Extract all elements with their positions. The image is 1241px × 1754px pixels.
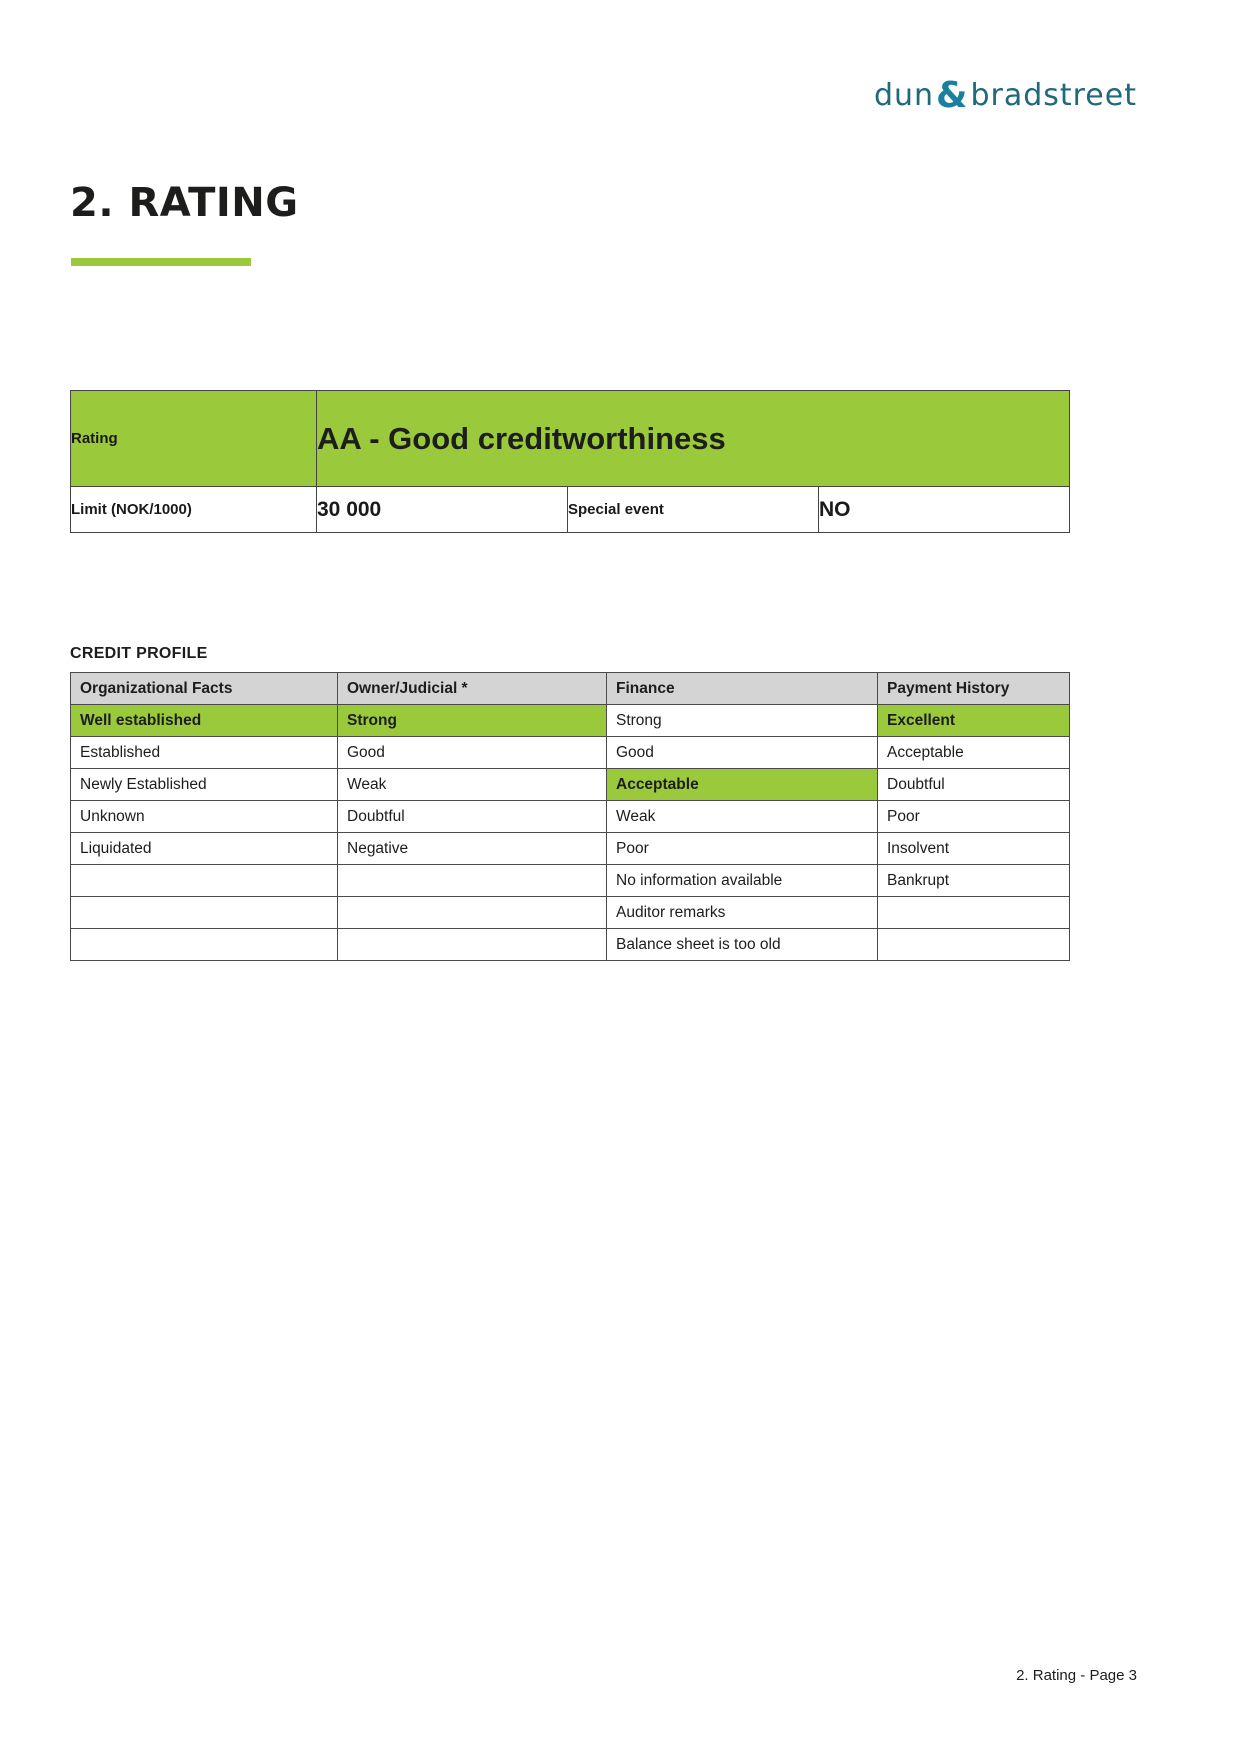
limit-label-cell: Limit (NOK/1000) — [71, 487, 317, 533]
table-row — [71, 865, 1070, 897]
logo-ampersand-icon: & — [936, 75, 969, 116]
logo-text-dun: dun — [873, 78, 935, 113]
page-title: 2. RATING — [70, 180, 299, 226]
table-cell: Liquidated — [71, 833, 338, 865]
limit-value-cell: 30 000 — [317, 487, 568, 533]
table-cell: Auditor remarks — [607, 897, 878, 929]
table-row — [71, 705, 1070, 737]
table-cell: Well established — [71, 705, 338, 737]
table-cell: Doubtful — [878, 769, 1070, 801]
table-cell: Insolvent — [878, 833, 1070, 865]
table-cell: Excellent — [878, 705, 1070, 737]
rating-value-cell: AA - Good creditworthiness — [317, 391, 1070, 487]
table-cell: Poor — [607, 833, 878, 865]
table-row — [71, 897, 1070, 929]
table-cell: Good — [338, 737, 607, 769]
table-row — [71, 391, 1070, 487]
table-cell-empty — [71, 865, 338, 897]
table-row — [71, 929, 1070, 961]
table-cell: Weak — [338, 769, 607, 801]
table-cell-empty — [878, 929, 1070, 961]
column-header-finance: Finance — [607, 673, 878, 705]
table-cell: Doubtful — [338, 801, 607, 833]
table-cell-empty — [338, 865, 607, 897]
table-cell: Strong — [338, 705, 607, 737]
table-cell: Established — [71, 737, 338, 769]
table-cell: Weak — [607, 801, 878, 833]
table-cell-empty — [71, 929, 338, 961]
table-cell-empty — [338, 929, 607, 961]
table-row — [71, 801, 1070, 833]
table-cell-empty — [71, 897, 338, 929]
table-cell: Unknown — [71, 801, 338, 833]
table-cell: Strong — [607, 705, 878, 737]
credit-profile-table — [70, 672, 1070, 961]
table-cell-empty — [878, 897, 1070, 929]
table-cell-empty — [338, 897, 607, 929]
rating-label-cell: Rating — [71, 391, 317, 487]
table-cell: Acceptable — [878, 737, 1070, 769]
table-row — [71, 833, 1070, 865]
table-cell: Acceptable — [607, 769, 878, 801]
table-row — [71, 769, 1070, 801]
special-event-value-cell: NO — [819, 487, 1070, 533]
table-header-row — [71, 673, 1070, 705]
dun-bradstreet-logo — [873, 75, 1137, 116]
table-cell: Balance sheet is too old — [607, 929, 878, 961]
table-cell: Newly Established — [71, 769, 338, 801]
table-cell: Negative — [338, 833, 607, 865]
table-cell: Good — [607, 737, 878, 769]
title-underline-rule — [71, 258, 251, 266]
table-cell: Poor — [878, 801, 1070, 833]
page-footer: 2. Rating - Page 3 — [1016, 1667, 1137, 1684]
table-cell: Bankrupt — [878, 865, 1070, 897]
column-header-organizational-facts: Organizational Facts — [71, 673, 338, 705]
table-row — [71, 487, 1070, 533]
table-row — [71, 737, 1070, 769]
column-header-payment-history: Payment History — [878, 673, 1070, 705]
column-header-owner-judicial: Owner/Judicial * — [338, 673, 607, 705]
logo-text-bradstreet: bradstreet — [970, 78, 1137, 113]
special-event-label-cell: Special event — [568, 487, 819, 533]
table-cell: No information available — [607, 865, 878, 897]
credit-profile-section-title: CREDIT PROFILE — [70, 645, 208, 662]
rating-summary-table — [70, 390, 1070, 533]
credit-profile-body — [71, 705, 1070, 961]
